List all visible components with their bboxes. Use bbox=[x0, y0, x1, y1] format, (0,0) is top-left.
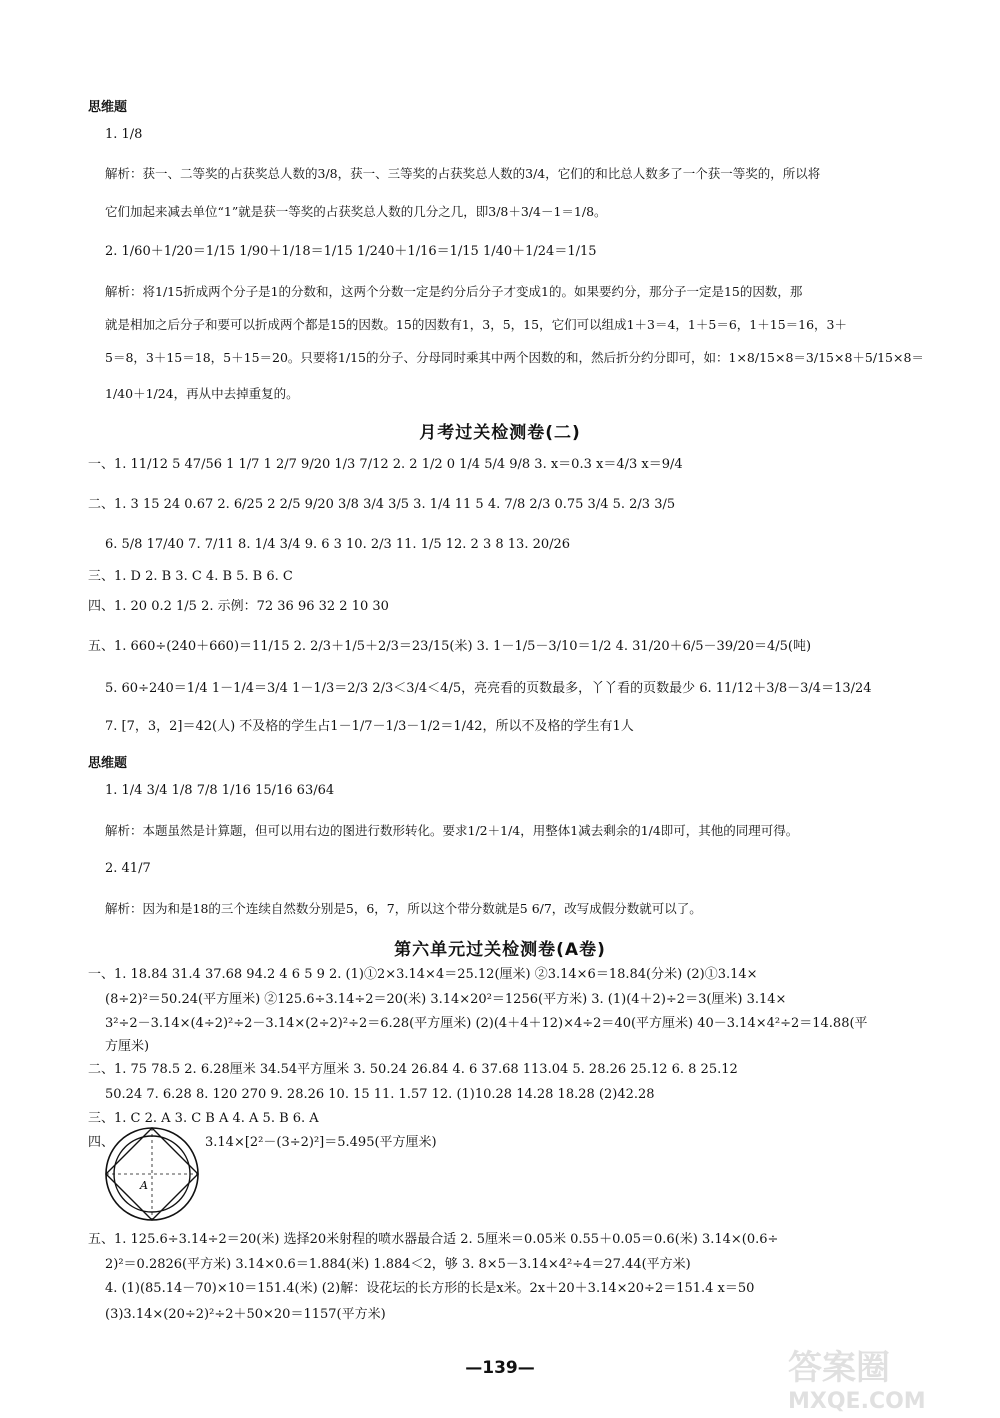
analysis-line: 解析：将1/15折成两个分子是1的分数和，这两个分数一定是约分后分子才变成1的。如果要约分，那分子一定是15的因数，那 bbox=[105, 284, 803, 299]
answer-row: 二、1. 75 78.5 2. 6.28厘米 34.54平方厘米 3. 50.24 26.84 4. 6 37.68 113.04 5. 28.26 25.12 6. 8 25.12 bbox=[88, 1062, 738, 1077]
analysis-line: 解析：获一、二等奖的占获奖总人数的3/8，获一、三等奖的占获奖总人数的3/4，它们的和比总人数多了一个获一等奖的，所以将 bbox=[105, 166, 821, 181]
answer-row: 一、1. 18.84 31.4 37.68 94.2 4 6 5 9 2. (1)①2×3.14×4＝25.12(厘米) ②3.14×6＝18.84(分米) (2)①3.14× bbox=[88, 967, 758, 982]
answer-row: 2)²＝0.2826(平方米) 3.14×0.6＝1.884(米) 1.884＜2，够 3. 8×5－3.14×4²÷4＝27.44(平方米) bbox=[105, 1257, 691, 1272]
analysis-line: 它们加起来减去单位“1”就是获一等奖的占获奖总人数的几分之几，即3/8＋3/4－1＝1/8。 bbox=[105, 204, 607, 219]
analysis-line: 1/40＋1/24，再从中去掉重复的。 bbox=[105, 386, 299, 401]
circle-square-figure bbox=[103, 1125, 201, 1223]
answer-line: 1. 1/8 bbox=[105, 127, 143, 142]
answer-row: 7. [7，3，2]＝42(人) 不及格的学生占1－1/7－1/3－1/2＝1/42，所以不及格的学生有1人 bbox=[105, 719, 634, 734]
watermark-url: MXQE.COM bbox=[788, 1389, 926, 1414]
answer-line: 2. 1/60＋1/20＝1/15 1/90＋1/18＝1/15 1/240＋1/16＝1/15 1/40＋1/24＝1/15 bbox=[105, 244, 597, 259]
answer-row: 五、1. 125.6÷3.14÷2＝20(米) 选择20米射程的喷水器最合适 2. 5厘米＝0.05米 0.55＋0.05＝0.6(米) 3.14×(0.6÷ bbox=[88, 1232, 779, 1247]
answer-row: 二、1. 3 15 24 0.67 2. 6/25 2 2/5 9/20 3/8 3/4 3/5 3. 1/4 11 5 4. 7/8 2/3 0.75 3/4 5. 2/3 3/5 bbox=[88, 497, 676, 512]
section-heading-thinking-2: 思维题 bbox=[88, 756, 128, 771]
answer-row: 3²÷2－3.14×(4÷2)²÷2－3.14×(2÷2)²÷2＝6.28(平方厘米) (2)(4＋4＋12)×4÷2＝40(平方厘米) 40－3.14×4²÷2＝14.88(平 bbox=[105, 1016, 868, 1031]
answer-row-label: 四、 bbox=[88, 1135, 115, 1150]
watermark-text: 答案圈 bbox=[788, 1348, 890, 1388]
answer-row: 一、1. 11/12 5 47/56 1 1/7 1 2/7 9/20 1/3 7/12 2. 2 1/2 0 1/4 5/4 9/8 3. x＝0.3 x＝4/3 x＝9/4 bbox=[88, 457, 683, 472]
section-title-monthly-exam-2: 月考过关检测卷(二) bbox=[419, 423, 581, 443]
page-number: —139— bbox=[465, 1358, 535, 1378]
answer-row: 50.24 7. 6.28 8. 120 270 9. 28.26 10. 15 11. 1.57 12. (1)10.28 14.28 18.28 (2)42.28 bbox=[105, 1087, 655, 1102]
answer-row: 3.14×[2²－(3÷2)²]＝5.495(平方厘米) bbox=[205, 1135, 437, 1150]
figure-label: A bbox=[140, 1179, 148, 1192]
answer-row: 三、1. C 2. A 3. C B A 4. A 5. B 6. A bbox=[88, 1111, 319, 1126]
answer-row: (8÷2)²＝50.24(平方厘米) ②125.6÷3.14÷2＝20(米) 3.14×20²＝1256(平方米) 3. (1)(4＋2)÷2＝3(厘米) 3.14× bbox=[105, 992, 787, 1007]
section-title-unit-6: 第六单元过关检测卷(A卷) bbox=[394, 940, 606, 960]
section-heading-thinking-1: 思维题 bbox=[88, 100, 128, 115]
answer-row: 5. 60÷240＝1/4 1－1/4＝3/4 1－1/3＝2/3 2/3＜3/4＜4/5，亮亮看的页数最多，丫丫看的页数最少 6. 11/12＋3/8－3/4＝13/24 bbox=[105, 681, 872, 696]
watermark-logo bbox=[788, 1340, 988, 1414]
answer-row: 三、1. D 2. B 3. C 4. B 5. B 6. C bbox=[88, 569, 293, 584]
analysis-line: 就是相加之后分子和要可以折成两个都是15的因数。15的因数有1，3，5，15，它们可以组成1＋3＝4，1＋5＝6，1＋15＝16，3＋ bbox=[105, 317, 848, 332]
answer-row: (3)3.14×(20÷2)²÷2＋50×20＝1157(平方米) bbox=[105, 1307, 386, 1322]
answer-row: 四、1. 20 0.2 1/5 2. 示例：72 36 96 32 2 10 30 bbox=[88, 599, 389, 614]
answer-row: 4. (1)(85.14－70)×10＝151.4(米) (2)解：设花坛的长方形的长是x米。2x＋20＋3.14×20÷2＝151.4 x＝50 bbox=[105, 1281, 755, 1296]
answer-row: 五、1. 660÷(240＋660)＝11/15 2. 2/3＋1/5＋2/3＝23/15(米) 3. 1－1/5－3/10＝1/2 4. 31/20＋6/5－39/20＝4/5(吨) bbox=[88, 639, 812, 654]
analysis-line: 解析：本题虽然是计算题，但可以用右边的图进行数形转化。要求1/2＋1/4，用整体1减去剩余的1/4即可，其他的同理可得。 bbox=[105, 823, 799, 838]
answer-row: 6. 5/8 17/40 7. 7/11 8. 1/4 3/4 9. 6 3 10. 2/3 11. 1/5 12. 2 3 8 13. 20/26 bbox=[105, 537, 571, 552]
answer-line: 2. 41/7 bbox=[105, 861, 151, 876]
answer-line: 1. 1/4 3/4 1/8 7/8 1/16 15/16 63/64 bbox=[105, 783, 335, 798]
analysis-line: 5＝8，3＋15＝18，5＋15＝20。只要将1/15的分子、分母同时乘其中两个因数的和，然后折分约分即可，如：1×8/15×8＝3/15×8＋5/15×8＝ bbox=[105, 350, 924, 365]
answer-row: 方厘米) bbox=[105, 1039, 150, 1054]
analysis-line: 解析：因为和是18的三个连续自然数分别是5，6，7，所以这个带分数就是5 6/7，改写成假分数就可以了。 bbox=[105, 901, 702, 916]
